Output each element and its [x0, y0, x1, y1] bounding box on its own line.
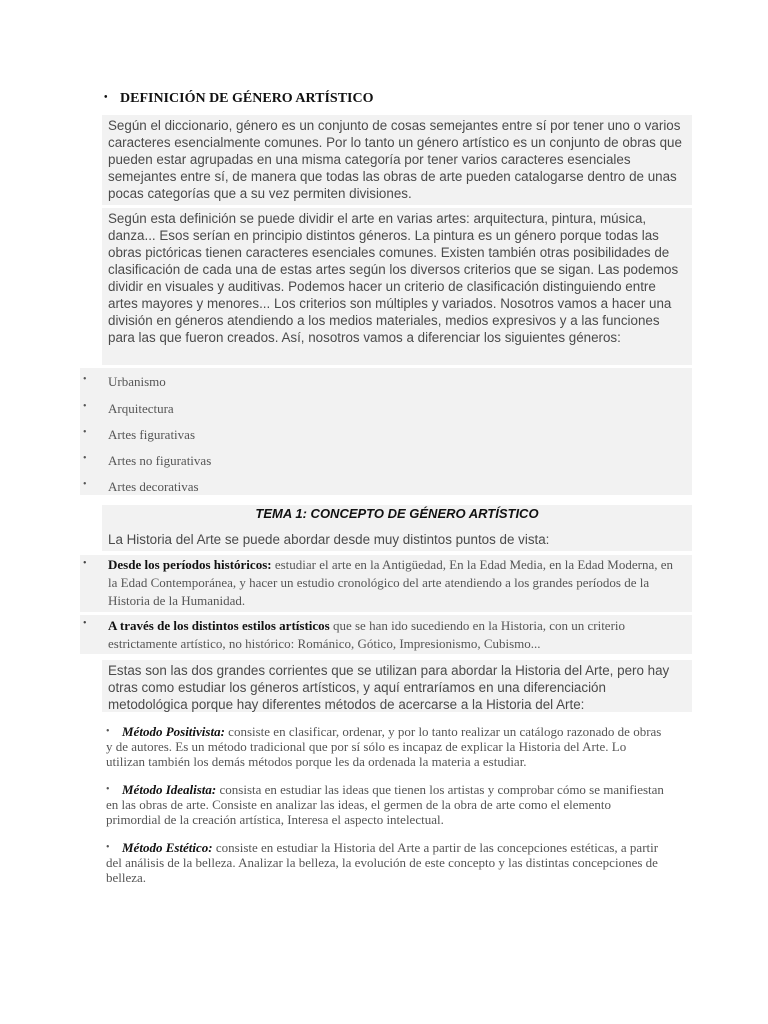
method-idealista: [106, 782, 666, 827]
bullet-icon: •: [83, 374, 87, 385]
method-positivista-title: Método Positivista:: [122, 724, 225, 739]
method-positivista-text: consiste en clasificar, ordenar, y por lo tanto realizar un catálogo razonado de obras y de autores. Es un método tradicional que por sí sólo es incapaz de explicar la Historia del Arte. Lo utilizan también los demás métodos porque les da ordenada la materia a estudiar.: [106, 724, 662, 769]
genre-urbanismo: Urbanismo: [108, 374, 166, 389]
genre-artes-figurativas: Artes figurativas: [108, 427, 196, 442]
history-intro: La Historia del Arte se puede abordar desde muy distintos puntos de vista:: [102, 529, 692, 551]
method-idealista-text: consista en estudiar las ideas que tienen los artistas y comprobar cómo se manifiestan en las obras de arte. Consiste en analizar las ideas, el germen de la obra de arte como el elemento primordial de la creación artística, Interesa el aspecto intelectual.: [106, 782, 664, 827]
approach-styles-title: A través de los distintos estilos artísticos: [108, 618, 330, 633]
bullet-icon: •: [83, 453, 87, 464]
bullet-icon: •: [83, 401, 87, 412]
genre-artes-no-figurativas: Artes no figurativas: [108, 453, 212, 468]
section-heading-text: DEFINICIÓN DE GÉNERO ARTÍSTICO: [120, 91, 374, 106]
bullet-icon: •: [83, 479, 87, 490]
section-heading: [104, 91, 664, 107]
method-estetico-text: consiste en estudiar la Historia del Arte a partir de las concepciones estéticas, a partir del análisis de la belleza. Analizar la belleza, la evolución de este concepto y las distintas concepciones de belleza.: [106, 840, 659, 885]
method-positivista: [106, 724, 666, 769]
bullet-icon: •: [104, 92, 108, 103]
tema-title: TEMA 1: CONCEPTO DE GÉNERO ARTÍSTICO: [102, 505, 692, 529]
approach-periods: [80, 555, 692, 612]
method-estetico: [106, 840, 666, 885]
bullet-icon: •: [106, 784, 110, 795]
bullet-icon: •: [83, 618, 87, 629]
approach-periods-text: estudiar el arte en la Antigüedad, En la Edad Media, en la Edad Moderna, en la Edad Contemporánea, y hacer un estudio cronológico del arte atendiendo a los grandes períodos de la Historia de la Humanidad.: [108, 557, 674, 608]
definition-paragraph: Según el diccionario, género es un conjunto de cosas semejantes entre sí por tener uno o varios caracteres esencialmente comunes. Por lo tanto un género artístico es un conjunto de obras que pueden estar agrupadas en una misma categoría por tener varios caracteres esenciales semejantes entre sí, de manera que todas las obras de arte pueden catalogarse dentro de unas pocas categorías que a su vez permiten divisiones.: [102, 115, 692, 205]
approach-periods-title: Desde los períodos históricos:: [108, 557, 272, 572]
classification-paragraph: Según esta definición se puede dividir el arte en varias artes: arquitectura, pintura, música, danza... Esos serían en principio distintos géneros. La pintura es un género porque todas las obras pictóricas tienen caracteres esenciales comunes. Existen también otras posibilidades de clasificación de cada una de estas artes según los diversos criterios que se sigan. Las podemos dividir en visuales y auditivas. Podemos hacer un criterio de clasificación distinguiendo entre artes mayores y menores... Los criterios son múltiples y variados. Nosotros vamos a hacer una división en géneros atendiendo a los medios materiales, medios expresivos y a las funciones para las que fueron creados. Así, nosotros vamos a diferenciar los siguientes géneros:: [102, 208, 692, 365]
genre-list: [80, 368, 692, 495]
genre-arquitectura: Arquitectura: [108, 401, 174, 416]
bullet-icon: •: [106, 726, 110, 737]
method-estetico-title: Método Estético:: [122, 840, 213, 855]
approach-styles-text: que se han ido sucediendo en la Historia, con un criterio estrictamente artístico, no histórico: Románico, Gótico, Impresionismo, Cubismo...: [108, 618, 626, 651]
bullet-icon: •: [83, 558, 87, 569]
genre-artes-decorativas: Artes decorativas: [108, 479, 199, 494]
method-idealista-title: Método Idealista:: [122, 782, 217, 797]
currents-paragraph: Estas son las dos grandes corrientes que se utilizan para abordar la Historia del Arte, pero hay otras como estudiar los géneros artísticos, y aquí entraríamos en una diferenciación metodológica porque hay diferentes métodos de acercarse a la Historia del Arte:: [102, 660, 692, 712]
approach-styles: [80, 615, 692, 654]
bullet-icon: •: [106, 842, 110, 853]
bullet-icon: •: [83, 427, 87, 438]
